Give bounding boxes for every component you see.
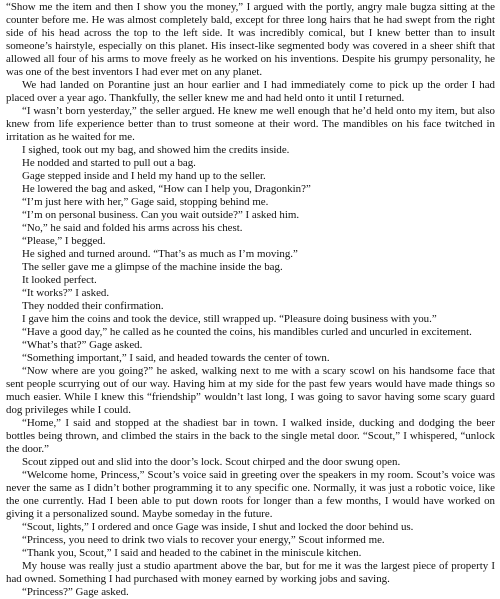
paragraph: “I’m just here with her,” Gage said, stopping behind me. [22, 196, 269, 208]
paragraph: He nodded and started to pull out a bag. [22, 157, 196, 169]
paragraph: “Welcome home, Princess,” Scout’s voice said in greeting over the speakers in my room. Scout’s voice was never the same as I didn’t bother programming it to any specific one. Normally, it was just a robotic voice, like the one currently. Had I been able to put down roots for longer than a few months, I would have worked on giving it a personalized sound. Maybe someday in the future. [6, 469, 495, 520]
paragraph: He sighed and turned around. “That’s as much as I’m moving.” [22, 248, 298, 260]
paragraph: “Scout, lights,” I ordered and once Gage was inside, I shut and locked the door behind us. [22, 521, 414, 533]
paragraph: “Please,” I begged. [22, 235, 106, 247]
paragraph: Gage stepped inside and I held my hand up to the seller. [22, 170, 266, 182]
paragraph: “Have a good day,” he called as he counted the coins, his mandibles curled and uncurled in excitement. [22, 326, 472, 338]
paragraph: Scout zipped out and slid into the door’s lock. Scout chirped and the door swung open. [22, 456, 401, 468]
paragraph: “What’s that?” Gage asked. [22, 339, 143, 351]
paragraph: “I’m on personal business. Can you wait outside?” I asked him. [22, 209, 300, 221]
paragraph: He lowered the bag and asked, “How can I help you, Dragonkin?” [22, 183, 311, 195]
paragraph: “Princess, you need to drink two vials to recover your energy,” Scout informed me. [22, 534, 385, 546]
paragraph: The seller gave me a glimpse of the machine inside the bag. [22, 261, 283, 273]
paragraph: “Now where are you going?” he asked, walking next to me with a scary scowl on his handsome face that sent people scurrying out of our way. Having him at my side for the past few years would have made things so much easier. While I knew this “friendship” wouldn’t last long, I was going to savor having some scary guard dog privileges while I could. [6, 365, 495, 416]
paragraph: “Show me the item and then I show you the money,” I argued with the portly, angry male bugza sitting at the counter before me. He was almost completely bald, except for three long hairs that he had swept from the right side of his head across the top to the left side. It was incredibly comical, but I knew better than to insult someone’s hairstyle, especially on this planet. His insect-like segmented body was covered in a sheer shift that allowed all four of his arms to move freely as he worked on his inventions. Despite his grumpy personality, he was one of the best inventors I had ever met on any planet. [6, 1, 495, 78]
paragraph: We had landed on Porantine just an hour earlier and I had immediately come to pick up the order I had placed over a year ago. Thankfully, the seller knew me and had held onto it until I returned. [6, 79, 495, 104]
paragraph: “I wasn’t born yesterday,” the seller argued. He knew me well enough that he’d held onto my item, but also knew from life experience better than to trust someone at their word. The mandibles on his face twitched in irritation as he waited for me. [6, 105, 495, 143]
paragraph: “It works?” I asked. [22, 287, 110, 299]
paragraph: They nodded their confirmation. [22, 300, 164, 312]
paragraph: I sighed, took out my bag, and showed him the credits inside. [22, 144, 290, 156]
paragraph: It looked perfect. [22, 274, 97, 286]
paragraph: I gave him the coins and took the device, still wrapped up. “Pleasure doing business with you.” [22, 313, 437, 325]
paragraph: “Something important,” I said, and headed towards the center of town. [22, 352, 330, 364]
paragraph: “Princess?” Gage asked. [22, 586, 129, 598]
paragraph: “No,” he said and folded his arms across his chest. [22, 222, 243, 234]
paragraph: “Home,” I said and stopped at the shadiest bar in town. I walked inside, ducking and dodging the beer bottles being thrown, and climbed the stairs in the back to the single metal door. “Scout,” I whispered, “unlock the door.” [6, 417, 495, 455]
paragraph: My house was really just a studio apartment above the bar, but for me it was the largest piece of property I had owned. Something I had purchased with money earned by working jobs and saving. [6, 560, 495, 585]
paragraph: “Thank you, Scout,” I said and headed to the cabinet in the miniscule kitchen. [22, 547, 362, 559]
